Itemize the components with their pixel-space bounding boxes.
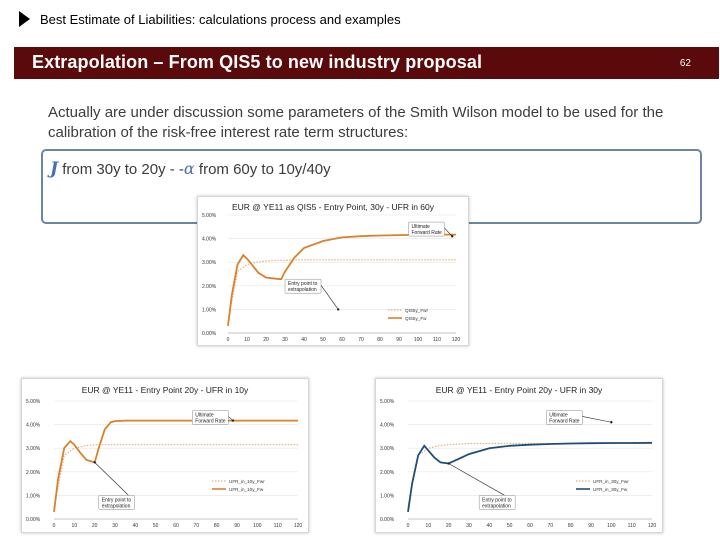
x-tick-label: 20 xyxy=(263,337,269,343)
y-tick-label: 4.00% xyxy=(380,422,395,429)
x-tick-label: 10 xyxy=(425,523,432,529)
x-tick-label: 20 xyxy=(91,523,98,529)
top-header xyxy=(0,0,720,44)
y-tick-label: 2.00% xyxy=(26,469,41,476)
x-tick-label: 80 xyxy=(377,337,383,343)
x-tick-label: 10 xyxy=(244,337,250,343)
y-tick-label: 2.00% xyxy=(380,469,395,476)
series-line xyxy=(408,443,652,512)
y-tick-label: 0.00% xyxy=(202,331,217,337)
x-tick-label: 0 xyxy=(406,523,410,529)
legend-label: UFR_in_10y_Fw xyxy=(229,486,264,492)
intro-text: Actually are under discussion some parameters of the Smith Wilson model to be used for the calibration of the risk-free interest rate term structures: xyxy=(48,104,664,141)
y-tick-label: 4.00% xyxy=(202,236,217,243)
series-line xyxy=(54,445,298,508)
annotation-text: extrapolation xyxy=(101,503,131,510)
annotation-arrowhead xyxy=(447,462,449,464)
legend-label: QIS5y_Fwr xyxy=(405,307,428,313)
annotation-text: Entry point to xyxy=(101,497,132,504)
x-tick-label: 100 xyxy=(253,523,262,529)
chart-svg xyxy=(376,379,664,534)
x-tick-label: 60 xyxy=(339,337,345,343)
annotation-arrow xyxy=(321,285,338,309)
y-tick-label: 2.00% xyxy=(202,283,217,290)
annotation-text: Forward Rate xyxy=(549,418,580,425)
annotation-arrowhead xyxy=(610,421,612,423)
x-tick-label: 50 xyxy=(320,337,326,343)
chart-svg xyxy=(22,379,310,534)
x-tick-label: 90 xyxy=(396,337,402,343)
x-tick-label: 120 xyxy=(647,523,657,529)
y-tick-label: 4.00% xyxy=(26,422,41,429)
x-tick-label: 40 xyxy=(486,523,493,529)
x-tick-label: 100 xyxy=(607,523,616,529)
annotation-text: extrapolation xyxy=(482,503,511,510)
annotation-text: Forward Rate xyxy=(195,418,226,425)
x-tick-label: 90 xyxy=(588,523,594,529)
x-tick-label: 30 xyxy=(282,337,288,343)
chart-title: EUR @ YE11 - Entry Point 20y - UFR in 10y xyxy=(81,385,249,395)
series-line xyxy=(54,421,298,512)
param-to-text: from 60y to 10y/40y xyxy=(194,161,331,178)
legend-label: QIS5y_Fw xyxy=(405,315,427,321)
y-tick-label: 3.00% xyxy=(202,260,217,267)
annotation-text: Ultimate xyxy=(411,224,430,231)
y-tick-label: 3.00% xyxy=(26,446,41,453)
annotation-arrow xyxy=(582,416,611,422)
annotation-text: Ultimate xyxy=(195,412,214,419)
y-tick-label: 1.00% xyxy=(202,307,217,314)
symbol-alpha: α xyxy=(183,159,195,178)
x-tick-label: 70 xyxy=(547,523,554,529)
y-tick-label: 5.00% xyxy=(26,399,41,405)
legend-label: UFR_in_30y_Fwr xyxy=(593,478,629,484)
annotation-text: extrapolation xyxy=(288,287,317,294)
x-tick-label: 70 xyxy=(193,523,200,529)
page-number: 62 xyxy=(679,58,691,69)
legend-label: UFR_in_30y_Fw xyxy=(593,486,628,492)
annotation-text: Entry point to xyxy=(288,281,318,288)
x-tick-label: 60 xyxy=(173,523,179,529)
chart-svg xyxy=(198,197,470,347)
x-tick-label: 100 xyxy=(413,337,423,343)
y-tick-label: 5.00% xyxy=(380,399,395,405)
annotation-text: Ultimate xyxy=(549,412,568,419)
y-tick-label: 1.00% xyxy=(380,493,395,500)
x-tick-label: 90 xyxy=(234,523,240,529)
x-tick-label: 120 xyxy=(451,337,461,343)
y-tick-label: 0.00% xyxy=(26,517,41,523)
x-tick-label: 50 xyxy=(506,523,513,529)
legend-label: UFR_in_10y_Fwr xyxy=(229,478,265,484)
x-tick-label: 110 xyxy=(273,523,282,529)
annotation-arrowhead xyxy=(337,308,339,310)
x-tick-label: 40 xyxy=(132,523,139,529)
annotation-arrowhead xyxy=(232,419,234,421)
x-tick-label: 80 xyxy=(213,523,220,529)
annotation-text: Entry point to xyxy=(482,497,512,504)
x-tick-label: 10 xyxy=(71,523,78,529)
annotation-arrowhead xyxy=(93,461,95,463)
x-tick-label: 0 xyxy=(52,523,56,529)
chart-title: EUR @ YE11 - Entry Point 20y - UFR in 30y xyxy=(435,385,603,395)
y-tick-label: 5.00% xyxy=(202,213,217,219)
x-tick-label: 50 xyxy=(152,523,159,529)
x-tick-label: 110 xyxy=(627,523,636,529)
annotation-arrowhead xyxy=(451,235,453,237)
x-tick-label: 30 xyxy=(466,523,472,529)
series-line xyxy=(408,444,652,508)
x-tick-label: 20 xyxy=(445,523,452,529)
x-tick-label: 40 xyxy=(301,337,307,343)
x-tick-label: 120 xyxy=(293,523,303,529)
chart-title: EUR @ YE11 as QIS5 - Entry Point, 30y - UFR in 60y xyxy=(232,202,434,212)
param-from-text: from 30y to 20y - - xyxy=(58,161,184,178)
x-tick-label: 60 xyxy=(527,523,533,529)
annotation-text: Forward Rate xyxy=(411,230,442,237)
chart-ufr-10y xyxy=(21,378,309,533)
x-tick-label: 110 xyxy=(433,337,441,343)
y-tick-label: 3.00% xyxy=(380,446,395,453)
parameter-line xyxy=(50,159,331,179)
chart-ufr-30y xyxy=(375,378,663,533)
slide-title: Extrapolation – From QIS5 to new industry proposal xyxy=(32,52,483,72)
x-tick-label: 0 xyxy=(226,337,230,343)
chart-qis5 xyxy=(197,196,469,346)
y-tick-label: 1.00% xyxy=(26,493,41,500)
x-tick-label: 30 xyxy=(112,523,118,529)
presentation-title: Best Estimate of Liabilities: calculations process and examples xyxy=(40,12,401,27)
x-tick-label: 80 xyxy=(567,523,574,529)
slide-title-bar xyxy=(14,47,719,79)
y-tick-label: 0.00% xyxy=(380,517,395,523)
symbol-j: J xyxy=(50,159,59,179)
bullet-arrow-icon xyxy=(19,11,30,27)
x-tick-label: 70 xyxy=(358,337,364,343)
